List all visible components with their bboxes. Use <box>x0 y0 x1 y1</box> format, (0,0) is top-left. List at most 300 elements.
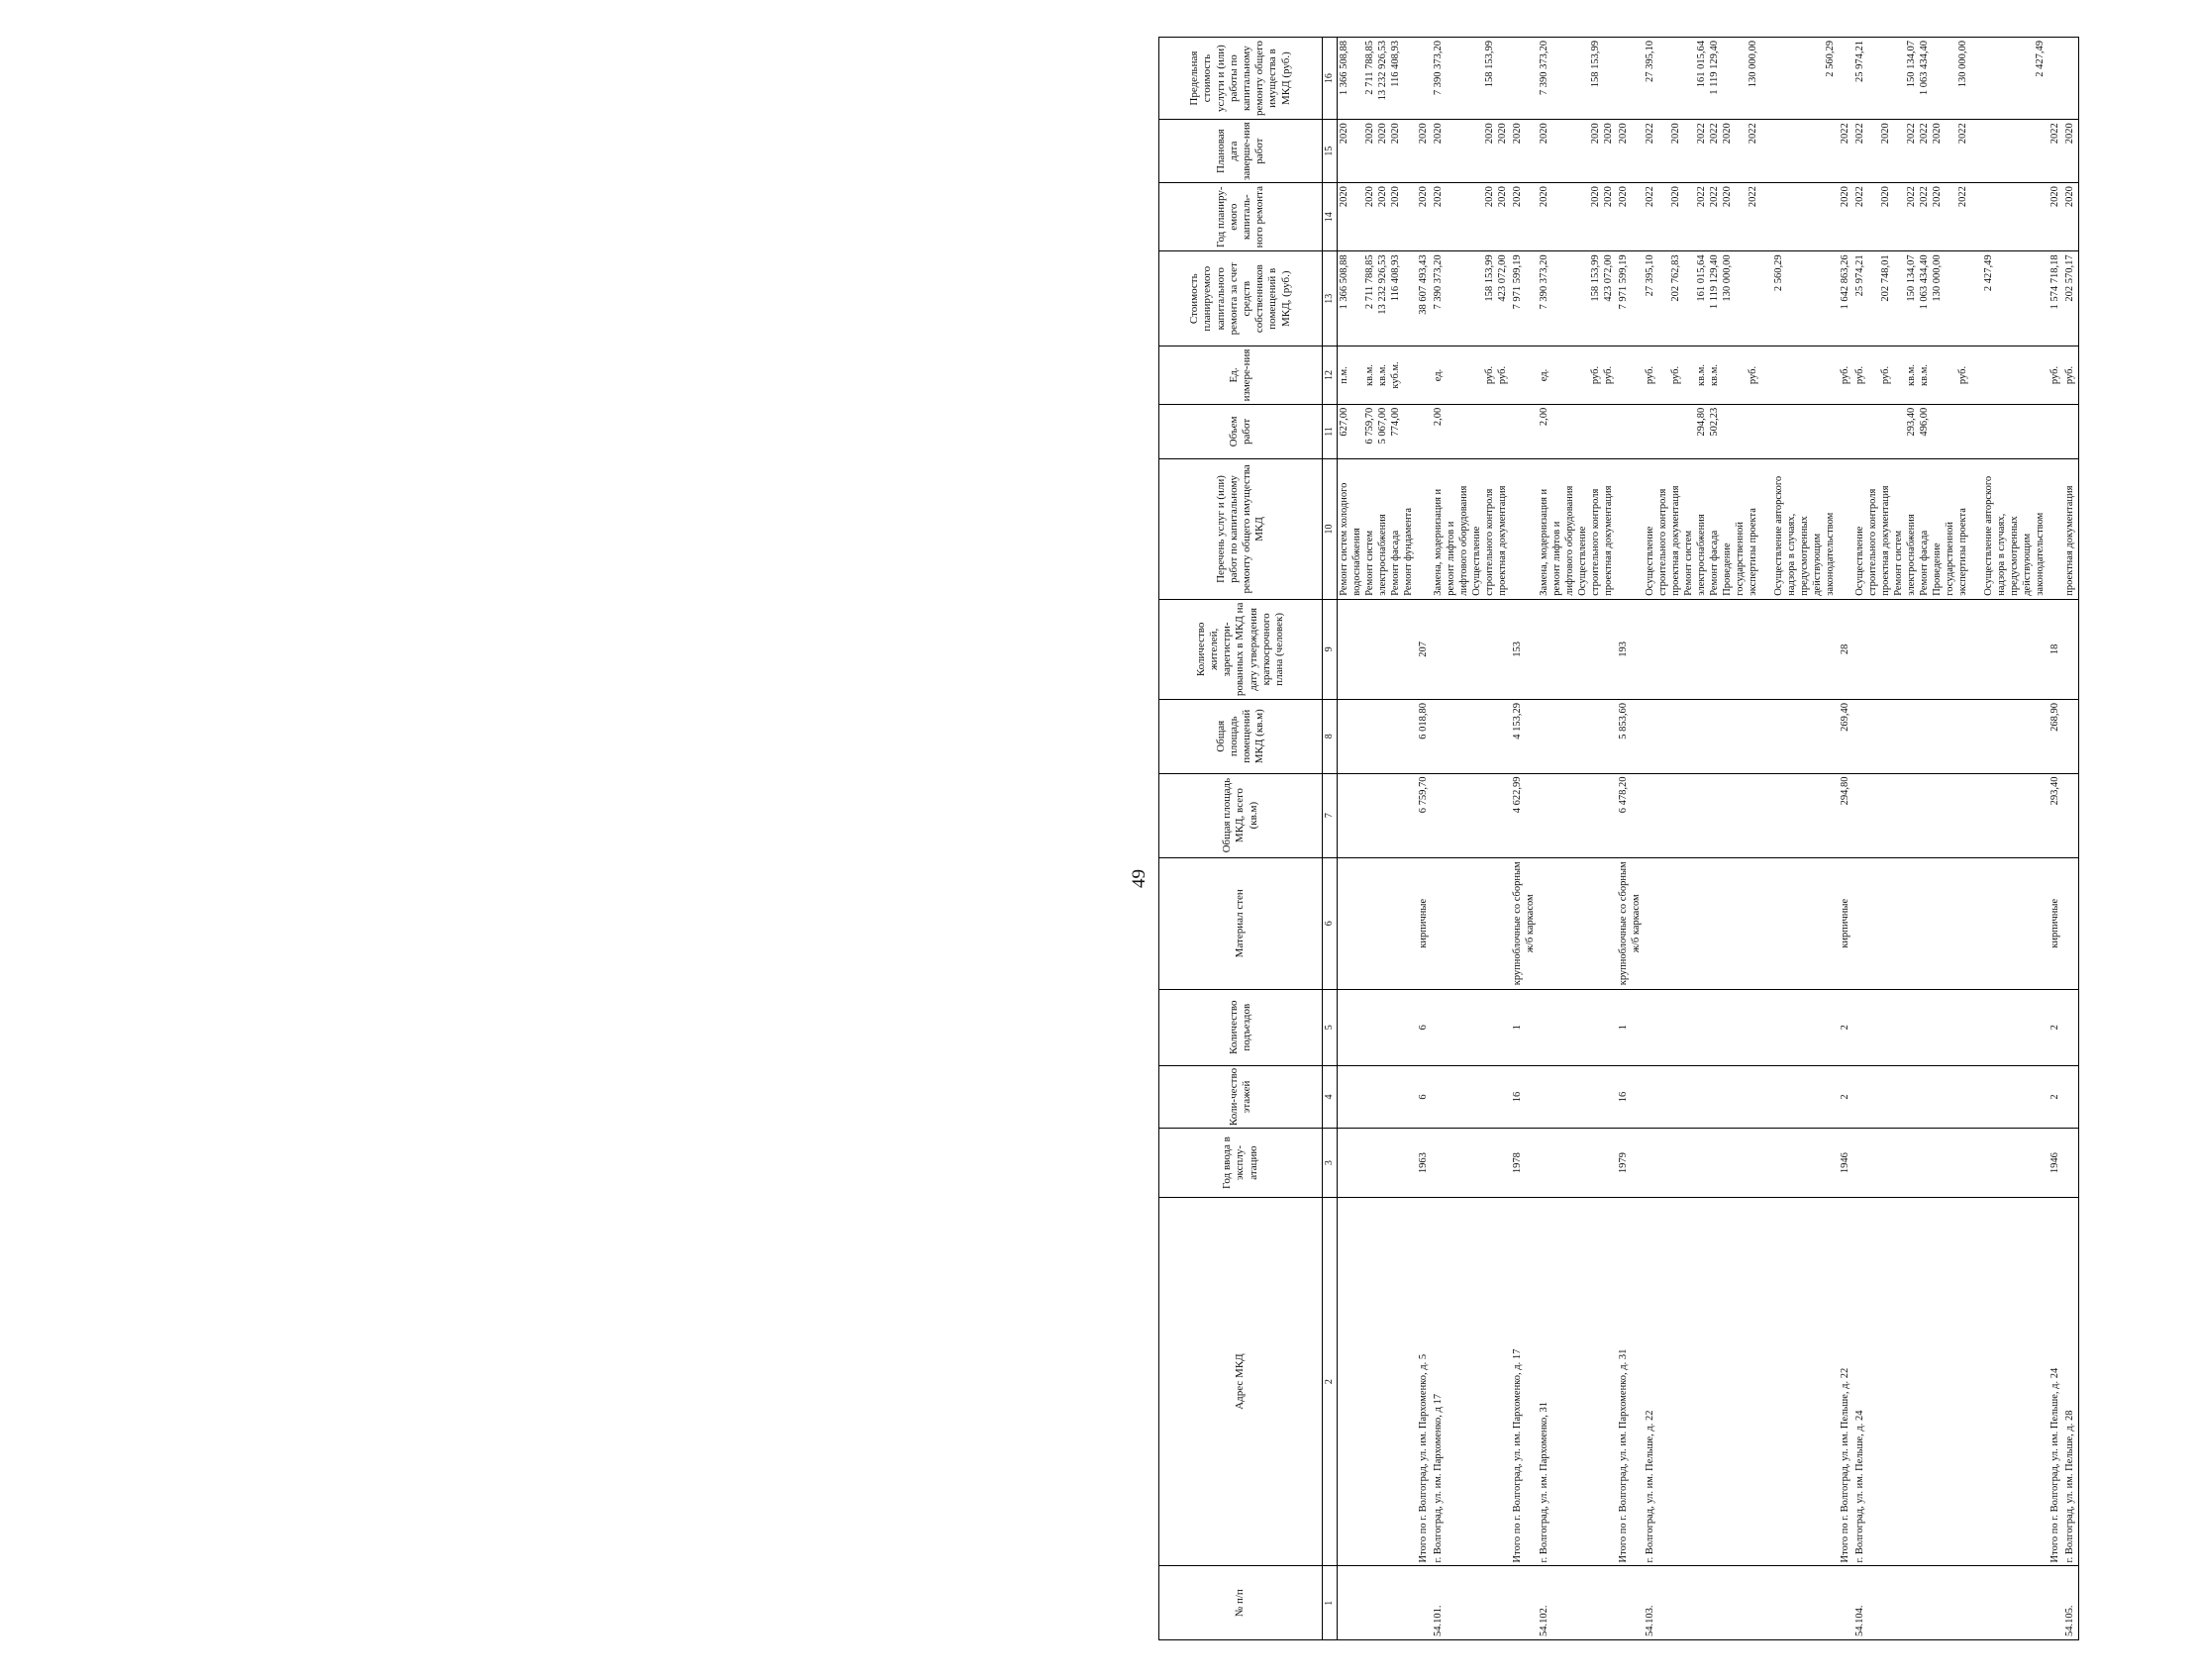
end-date-cell-line <box>1893 123 1906 179</box>
unit-cell-line <box>1893 349 1906 401</box>
unit-cell-line: кв.м. <box>1377 363 1388 386</box>
cost-cell-line <box>2022 254 2035 343</box>
repair-year-cell-line: 2020 <box>1339 186 1349 208</box>
repair-year-cell-line: 2022 <box>1645 186 1656 208</box>
address-cell: Итого по г. Волгоград, ул. им. Пельше, д. 24 <box>2048 1197 2063 1566</box>
repair-year-cell-line <box>1773 186 1786 247</box>
repair-year-cell-line <box>1825 186 1838 247</box>
column-number-14: 14 <box>1323 183 1338 251</box>
residents-cell: 28 <box>1839 599 1853 699</box>
works-cell-line: Ремонт систем <box>1893 530 1905 596</box>
repair-year-cell-line <box>1403 186 1416 247</box>
column-header-5: Количество подъездов <box>1159 989 1323 1065</box>
works-cell-line: действующим <box>2022 533 2034 596</box>
works-cell-line: электроснабжения <box>1377 514 1388 596</box>
entrances-cell <box>2063 989 2079 1065</box>
volume-cell-line <box>1564 408 1577 455</box>
unit-cell <box>2048 346 2063 405</box>
limit-cost-cell-line <box>1564 41 1577 116</box>
repair-year-cell-line <box>1893 186 1906 247</box>
works-cell-line: Ремонт фасада <box>1709 530 1721 596</box>
entrances-cell: 1 <box>1511 989 1538 1065</box>
unit-cell-line: п.м. <box>1339 366 1349 384</box>
premises-area-cell <box>2063 699 2079 773</box>
repair-year-cell-line <box>1735 186 1748 247</box>
unit-cell-line <box>1812 349 1825 401</box>
end-date-cell-line: 2020 <box>1603 123 1615 145</box>
row-number: 54.101. <box>1432 1566 1511 1640</box>
cost-cell-line <box>1945 254 1957 343</box>
residents-cell <box>2063 599 2079 699</box>
works-cell-line: лифтового оборудования <box>1564 485 1576 596</box>
works-cell-line: Осуществление авторского <box>1773 475 1785 596</box>
volume-cell-line <box>1812 408 1825 455</box>
cost-cell-line <box>1351 254 1364 343</box>
volume-cell-line <box>1957 408 1970 455</box>
volume-cell <box>2048 404 2063 458</box>
unit-cell-line: руб. <box>1957 365 1969 385</box>
cost-cell-line: 1 063 434,40 <box>1919 254 1931 310</box>
limit-cost-cell-line <box>1970 41 1983 116</box>
works-cell-line: Осуществление <box>1471 526 1482 596</box>
column-header-15: Плановая дата заверше-ния работ <box>1159 120 1323 183</box>
repair-year-cell-line <box>1446 186 1458 247</box>
premises-area-cell: 4 153,29 <box>1511 699 1538 773</box>
column-number-9: 9 <box>1323 599 1338 699</box>
works-cell <box>1432 459 1511 600</box>
limit-cost-cell <box>1538 38 1617 120</box>
repair-year-cell <box>1538 183 1617 251</box>
repair-year-cell-line: 2020 <box>1722 186 1734 208</box>
volume-cell-line <box>1403 408 1416 455</box>
limit-cost-cell-line <box>1603 41 1616 116</box>
unit-cell-line <box>1722 349 1735 401</box>
limit-cost-cell-line <box>2022 41 2035 116</box>
volume-cell-line <box>1497 408 1510 455</box>
volume-cell-line <box>1748 408 1760 455</box>
rotated-page <box>1129 37 2198 1640</box>
cost-cell-line: 423 072,00 <box>1497 254 1508 302</box>
cost-cell-line: 1 574 718,18 <box>2049 254 2061 310</box>
repair-year-cell-line: 2022 <box>1696 186 1708 208</box>
repair-year-cell-line <box>2035 186 2048 247</box>
repair-year-cell-line: 2020 <box>1433 186 1444 208</box>
table-row <box>1338 38 1418 1640</box>
repair-year-cell <box>1853 183 2048 251</box>
column-number-12: 12 <box>1323 346 1338 405</box>
unit-cell-line <box>1825 349 1838 401</box>
volume-cell <box>1338 404 1418 458</box>
end-date-cell-line <box>1657 123 1670 179</box>
limit-cost-cell-line <box>1722 41 1735 116</box>
end-date-cell-line: 2020 <box>1390 123 1401 145</box>
floors-cell <box>1338 1065 1418 1129</box>
end-date-cell <box>1511 120 1538 183</box>
works-cell-line: проектная документация <box>1603 485 1615 596</box>
repair-year-cell <box>2063 183 2079 251</box>
column-number-4: 4 <box>1323 1065 1338 1129</box>
cost-cell <box>2048 251 2063 346</box>
works-cell-line: Осуществление <box>1854 526 1866 596</box>
repair-year-cell-line: 2020 <box>1364 186 1375 208</box>
limit-cost-cell-line <box>1893 41 1906 116</box>
column-number-3: 3 <box>1323 1129 1338 1197</box>
column-header-7: Общая площадь МКД, всего (кв.м) <box>1159 773 1323 857</box>
works-cell <box>1839 459 1853 600</box>
repair-year-cell-line <box>1351 186 1364 247</box>
works-cell-line: Ремонт фундамента <box>1403 507 1414 596</box>
entrances-cell: 1 <box>1617 989 1644 1065</box>
cost-cell-line: 202 748,01 <box>1880 254 1892 302</box>
address-cell: Итого по г. Волгоград, ул. им. Пархоменко, д. 17 <box>1511 1197 1538 1566</box>
column-numbers-row <box>1323 38 1338 1640</box>
address-cell: Итого по г. Волгоград, ул. им. Пархоменко, д. 31 <box>1617 1197 1644 1566</box>
unit-cell-line <box>1403 349 1416 401</box>
year-cell <box>1538 1129 1617 1197</box>
limit-cost-cell-line: 1 119 129,40 <box>1709 41 1721 95</box>
end-date-cell-line: 2020 <box>1539 123 1550 145</box>
year-cell <box>2063 1129 2079 1197</box>
repair-year-cell-line: 2022 <box>1854 186 1866 208</box>
volume-cell-line: 5 067,00 <box>1377 407 1388 445</box>
repair-year-cell-line: 2022 <box>1748 186 1759 208</box>
limit-cost-cell-line <box>1880 41 1893 116</box>
unit-cell-line <box>1932 349 1945 401</box>
unit-cell-line <box>1760 349 1773 401</box>
end-date-cell-line <box>1812 123 1825 179</box>
works-cell-line: экспертизы проекта <box>1957 508 1969 596</box>
repair-year-cell-line <box>1799 186 1812 247</box>
works-cell-line: Осуществление авторского <box>1983 475 1995 596</box>
volume-cell-line <box>1945 408 1957 455</box>
residents-cell <box>1432 599 1511 699</box>
limit-cost-cell-line: 1 366 508,88 <box>1339 41 1349 96</box>
floors-cell <box>1644 1065 1839 1129</box>
column-header-10: Перечень услуг и (или) работ по капитальному ремонту общего имущества МКД <box>1159 459 1323 600</box>
end-date-cell-line: 2020 <box>1339 123 1349 145</box>
unit-cell <box>1853 346 2048 405</box>
volume-cell-line <box>1996 408 2009 455</box>
repair-year-cell-line: 2022 <box>1919 186 1931 208</box>
unit-cell-line <box>2009 349 2022 401</box>
limit-cost-cell-line <box>1799 41 1812 116</box>
address-cell: г. Волгоград, ул. им. Пельше, д. 28 <box>2063 1197 2079 1566</box>
column-number-2: 2 <box>1323 1197 1338 1566</box>
end-date-cell <box>2063 120 2079 183</box>
row-number: 54.102. <box>1538 1566 1617 1640</box>
limit-cost-cell-line <box>1577 41 1590 116</box>
residents-cell <box>1853 599 2048 699</box>
end-date-cell-line <box>1945 123 1957 179</box>
limit-cost-cell-line: 2 711 788,85 <box>1364 41 1375 95</box>
residents-cell <box>1338 599 1418 699</box>
total-area-cell <box>1538 773 1617 857</box>
address-cell: Итого по г. Волгоград, ул. им. Пархоменко, д. 5 <box>1417 1197 1432 1566</box>
end-date-cell-line <box>1683 123 1696 179</box>
volume-cell-line <box>1867 408 1880 455</box>
cost-cell-line <box>1403 254 1416 343</box>
end-date-cell-line: 2020 <box>1377 123 1388 145</box>
column-number-5: 5 <box>1323 989 1338 1065</box>
cost-cell <box>1644 251 1839 346</box>
address-cell: Итого по г. Волгоград, ул. им. Пельше, д. 22 <box>1839 1197 1853 1566</box>
volume-cell-line <box>1932 408 1945 455</box>
address-cell <box>1338 1197 1418 1566</box>
works-cell-line: Замена, модернизация и <box>1433 488 1444 596</box>
entrances-cell <box>1644 989 1839 1065</box>
capital-repair-table <box>1158 37 2079 1640</box>
limit-cost-cell-line <box>1773 41 1786 116</box>
works-cell <box>2063 459 2079 600</box>
repair-year-cell-line <box>1471 186 1484 247</box>
total-area-cell <box>1338 773 1418 857</box>
cost-cell-line <box>1812 254 1825 343</box>
wall-material-cell: крупноблочные со сборным ж/б каркасом <box>1511 857 1538 989</box>
end-date-cell-line: 2020 <box>1880 123 1892 145</box>
volume-cell-line <box>1458 408 1471 455</box>
cost-cell <box>1511 251 1538 346</box>
volume-cell-line <box>1645 408 1657 455</box>
unit-cell-line <box>1996 349 2009 401</box>
repair-year-cell-line <box>1657 186 1670 247</box>
premises-area-cell <box>1338 699 1418 773</box>
floors-cell <box>1853 1065 2048 1129</box>
floors-cell <box>1432 1065 1511 1129</box>
unit-cell-line <box>1983 349 1996 401</box>
cost-cell-line: 158 153,99 <box>1484 254 1495 302</box>
works-cell-line: надзора в случаях, <box>1786 513 1798 596</box>
cost-cell-line: 25 974,21 <box>1854 254 1866 297</box>
premises-area-cell <box>1538 699 1617 773</box>
year-cell: 1978 <box>1511 1129 1538 1197</box>
end-date-cell-line: 2020 <box>1484 123 1495 145</box>
end-date-cell-line <box>1403 123 1416 179</box>
end-date-cell-line: 2022 <box>1957 123 1969 145</box>
address-cell: г. Волгоград, ул. им. Пархоменко, д 17 <box>1432 1197 1511 1566</box>
end-date-cell <box>1338 120 1418 183</box>
repair-year-cell <box>1338 183 1418 251</box>
cost-cell-line <box>1893 254 1906 343</box>
volume-cell-line: 293,40 <box>1906 407 1918 437</box>
unit-cell-line <box>1564 349 1577 401</box>
entrances-cell: 2 <box>1839 989 1853 1065</box>
unit-cell <box>1538 346 1617 405</box>
works-cell-line: Ремонт систем <box>1364 530 1375 596</box>
works-cell-line <box>1760 462 1773 596</box>
premises-area-cell: 268,90 <box>2048 699 2063 773</box>
unit-cell-line <box>1945 349 1957 401</box>
cost-cell-line: 27 395,10 <box>1645 254 1656 297</box>
unit-cell-line: руб. <box>2064 365 2076 385</box>
works-cell-line: Ремонт фасада <box>1390 530 1401 596</box>
volume-cell-line <box>1590 408 1603 455</box>
cost-cell-line <box>1957 254 1970 343</box>
premises-area-cell <box>1853 699 2048 773</box>
column-number-7: 7 <box>1323 773 1338 857</box>
floors-cell: 6 <box>1417 1065 1432 1129</box>
end-date-cell-line <box>1970 123 1983 179</box>
end-date-cell-line: 2020 <box>1618 123 1630 145</box>
column-header-2: Адрес МКД <box>1159 1197 1323 1566</box>
column-header-6: Материал стен <box>1159 857 1323 989</box>
works-cell <box>1853 459 2048 600</box>
volume-cell <box>1617 404 1644 458</box>
unit-cell-line <box>1773 349 1786 401</box>
address-cell: г. Волгоград, ул. им. Пельше, д. 22 <box>1644 1197 1839 1566</box>
row-number: 54.103. <box>1644 1566 1839 1640</box>
limit-cost-cell <box>2063 38 2079 120</box>
cost-cell-line: 1 366 508,88 <box>1339 254 1349 310</box>
volume-cell-line <box>2035 408 2048 455</box>
column-header-13: Стоимость планируемого капитального ремонта за счет средств собственников помещений в МКД, (руб.) <box>1159 251 1323 346</box>
volume-cell <box>1538 404 1617 458</box>
unit-cell-line: кв.м. <box>1364 363 1375 386</box>
year-cell: 1963 <box>1417 1129 1432 1197</box>
limit-cost-cell-line <box>1471 41 1484 116</box>
volume-cell-line <box>1471 408 1484 455</box>
limit-cost-cell-line: 13 232 926,53 <box>1377 41 1388 101</box>
volume-cell-line <box>1351 408 1364 455</box>
limit-cost-cell <box>1853 38 2048 120</box>
works-cell-line: экспертизы проекта <box>1748 508 1759 596</box>
column-header-14: Год планиру-емого капиталь-ного ремонта <box>1159 183 1323 251</box>
repair-year-cell-line: 2020 <box>1377 186 1388 208</box>
column-number-6: 6 <box>1323 857 1338 989</box>
unit-cell <box>1432 346 1511 405</box>
unit-cell-line: руб. <box>1854 365 1866 385</box>
limit-cost-cell-line: 116 408,93 <box>1390 41 1401 87</box>
cost-cell-line: 2 560,29 <box>1773 254 1785 292</box>
column-header-3: Год ввода в эксплу-атацию <box>1159 1129 1323 1197</box>
column-header-11: Объем работ <box>1159 404 1323 458</box>
end-date-cell-line <box>1471 123 1484 179</box>
unit-cell-line <box>2035 349 2048 401</box>
volume-cell <box>1839 404 1853 458</box>
total-area-cell: 6 759,70 <box>1417 773 1432 857</box>
unit-cell-line: ед. <box>1433 368 1444 382</box>
works-cell-line: строительного контроля <box>1657 488 1669 596</box>
column-number-15: 15 <box>1323 120 1338 183</box>
works-cell-line: Проведение <box>1932 543 1944 596</box>
unit-cell <box>1417 346 1432 405</box>
end-date-cell <box>1538 120 1617 183</box>
volume-cell-line <box>1577 408 1590 455</box>
volume-cell-line <box>2009 408 2022 455</box>
end-date-cell-line <box>1996 123 2009 179</box>
floors-cell: 2 <box>1839 1065 1853 1129</box>
entrances-cell <box>1338 989 1418 1065</box>
works-cell-line: законодательством <box>1825 512 1837 596</box>
end-date-cell-line <box>1564 123 1577 179</box>
volume-cell-line <box>1854 408 1867 455</box>
unit-cell-line: руб. <box>1670 365 1682 385</box>
volume-cell-line: 2,00 <box>1433 407 1444 427</box>
end-date-cell-line <box>1867 123 1880 179</box>
works-cell-line: ремонт лифтов и <box>1551 521 1563 596</box>
wall-material-cell <box>1538 857 1617 989</box>
limit-cost-cell-line <box>1657 41 1670 116</box>
cost-cell <box>1417 251 1432 346</box>
cost-cell-line: 2 711 788,85 <box>1364 254 1375 310</box>
works-cell-line: строительного контроля <box>1484 488 1495 596</box>
limit-cost-cell <box>2048 38 2063 120</box>
end-date-cell-line: 2022 <box>1840 123 1851 145</box>
year-cell: 1979 <box>1617 1129 1644 1197</box>
works-cell-line: государственной <box>1945 521 1956 596</box>
cost-cell-line: 7 971 599,19 <box>1618 254 1630 310</box>
works-cell <box>1338 459 1418 600</box>
cost-cell-line: 1 642 863,26 <box>1840 254 1851 310</box>
end-date-cell-line: 2020 <box>1670 123 1682 145</box>
premises-area-cell <box>1432 699 1511 773</box>
cost-cell-line <box>1867 254 1880 343</box>
end-date-cell-line <box>1825 123 1838 179</box>
row-number: 54.104. <box>1853 1566 2048 1640</box>
limit-cost-cell-line: 2 427,49 <box>2035 41 2047 77</box>
limit-cost-cell-line: 161 015,64 <box>1696 41 1708 88</box>
end-date-cell <box>1839 120 1853 183</box>
limit-cost-cell-line <box>1497 41 1510 116</box>
volume-cell <box>1432 404 1511 458</box>
end-date-cell-line: 2020 <box>1418 123 1429 145</box>
cost-cell-line: 2 427,49 <box>1983 254 1995 292</box>
premises-area-cell <box>1644 699 1839 773</box>
works-cell-line: проектная документация <box>1880 485 1892 596</box>
row-number <box>1338 1566 1418 1640</box>
volume-cell-line: 627,00 <box>1339 407 1349 437</box>
wall-material-cell: кирпичные <box>2048 857 2063 989</box>
column-number-16: 16 <box>1323 38 1338 120</box>
volume-cell-line <box>1446 408 1458 455</box>
limit-cost-cell-line: 1 063 434,40 <box>1919 41 1931 96</box>
table-row <box>1432 38 1511 1640</box>
total-area-cell: 4 622,99 <box>1511 773 1538 857</box>
cost-cell <box>2063 251 2079 346</box>
limit-cost-cell <box>1617 38 1644 120</box>
wall-material-cell <box>1853 857 2048 989</box>
volume-cell-line <box>2064 408 2077 455</box>
unit-cell <box>1338 346 1418 405</box>
repair-year-cell-line <box>1970 186 1983 247</box>
cost-cell-line <box>1458 254 1471 343</box>
repair-year-cell-line: 2020 <box>1670 186 1682 208</box>
year-cell <box>1853 1129 2048 1197</box>
volume-cell-line <box>1970 408 1983 455</box>
cost-cell-line: 161 015,64 <box>1696 254 1708 302</box>
limit-cost-cell-line <box>1551 41 1564 116</box>
repair-year-cell <box>2048 183 2063 251</box>
cost-cell-line: 38 607 493,43 <box>1418 254 1429 315</box>
row-number <box>1617 1566 1644 1640</box>
works-cell-line: водоснабжения <box>1351 528 1362 596</box>
unit-cell-line: руб. <box>1484 365 1495 385</box>
unit-cell-line <box>1446 349 1458 401</box>
volume-cell-line <box>1603 408 1616 455</box>
limit-cost-cell-line: 158 153,99 <box>1590 41 1602 88</box>
table-row <box>1417 38 1432 1640</box>
unit-cell-line <box>1458 349 1471 401</box>
end-date-cell-line: 2020 <box>1590 123 1602 145</box>
unit-cell-line: руб. <box>1603 365 1615 385</box>
repair-year-cell <box>1417 183 1432 251</box>
cost-cell-line <box>1657 254 1670 343</box>
works-cell-line: Ремонт систем <box>1683 530 1695 596</box>
wall-material-cell <box>1338 857 1418 989</box>
cost-cell-line <box>1564 254 1577 343</box>
cost-cell-line <box>1446 254 1458 343</box>
works-cell-line: проектная документация <box>1670 485 1682 596</box>
unit-cell <box>1617 346 1644 405</box>
